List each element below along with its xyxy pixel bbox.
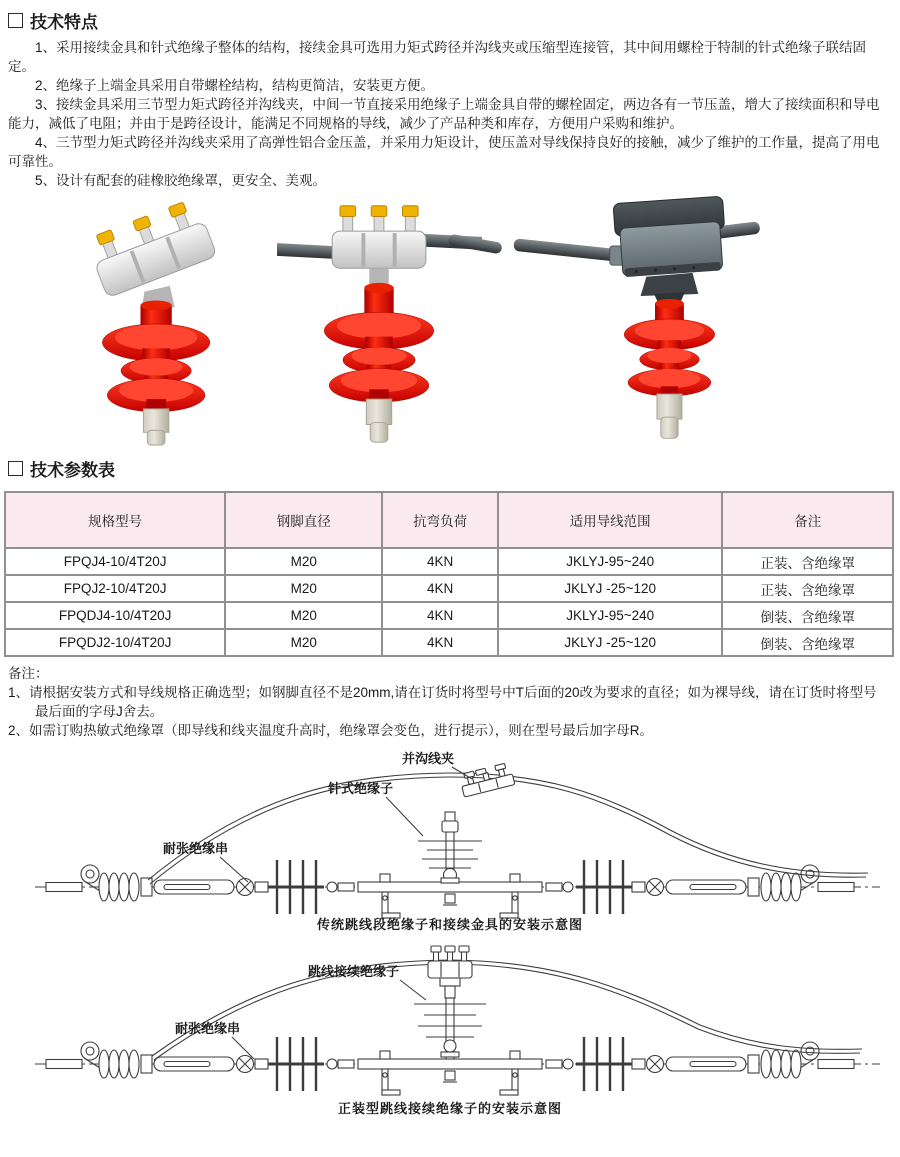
table-row — [5, 602, 893, 629]
notes-section — [0, 657, 900, 740]
cell-model: FPQDJ2-10/4T20J — [5, 629, 225, 656]
cell-model: FPQJ4-10/4T20J — [5, 548, 225, 575]
cell-remark: 正装、含绝缘罩 — [722, 575, 893, 602]
feature-item: 5、设计有配套的硅橡胶绝缘罩，更安全、美观。 — [35, 173, 327, 188]
notes-label: 备注： — [8, 666, 49, 681]
feature-item: 1、采用接续金具和针式绝缘子整体的结构，接续金具可选用力矩式跨径并沟线夹或压缩型连接管，其中间用螺栓于特制的针式绝缘子联结固定。 — [8, 40, 867, 74]
diagram-label-tension-string: 耐张绝缘串 — [163, 841, 229, 856]
features-section-title — [0, 0, 900, 35]
table-row — [5, 575, 893, 602]
diagram-label-tension-string: 耐张绝缘串 — [175, 1021, 241, 1036]
cell-conductor-range: JKLYJ -25~120 — [498, 575, 723, 602]
insulation-cover-illustration — [610, 196, 725, 306]
conductor-wire — [448, 234, 503, 255]
cell-bending-load: 4KN — [382, 629, 497, 656]
diagram-label-pin-insulator: 针式绝缘子 — [328, 781, 394, 796]
parameters-title-text: 技术参数表 — [30, 461, 115, 480]
cell-model: FPQDJ4-10/4T20J — [5, 602, 225, 629]
product-photo-insulator-with-cover — [440, 194, 770, 446]
cell-model: FPQJ2-10/4T20J — [5, 575, 225, 602]
cell-bending-load: 4KN — [382, 548, 497, 575]
diagram-label-jumper-insulator: 跳线接续绝缘子 — [308, 964, 400, 979]
installation-diagram-traditional — [0, 740, 900, 932]
diagram-caption: 传统跳线段绝缘子和接续金具的安装示意图 — [316, 917, 583, 932]
header-cell-bending-load: 抗弯负荷 — [382, 492, 497, 548]
table-row — [5, 629, 893, 656]
feature-item: 4、三节型力矩式跨径并沟线夹采用了高弹性铝合金压盖，并采用力矩设计，使压盖对导线保持良好的接触，减少了维护的工作量，提高了用电可靠性。 — [8, 135, 880, 169]
groove-clamp-illustration — [85, 197, 217, 297]
cell-remark: 正装、含绝缘罩 — [722, 548, 893, 575]
table-row — [5, 548, 893, 575]
cell-remark: 倒装、含绝缘罩 — [722, 629, 893, 656]
installation-diagram-front-mount — [0, 932, 900, 1116]
jumper-wire — [148, 773, 868, 880]
product-photo-insulator-with-clamp — [74, 194, 249, 446]
header-cell-conductor-range: 适用导线范围 — [498, 492, 723, 548]
features-list — [0, 35, 900, 190]
product-photos-row — [0, 194, 900, 446]
cell-pin-diameter: M20 — [225, 575, 382, 602]
cell-pin-diameter: M20 — [225, 548, 382, 575]
specs-table — [4, 491, 894, 657]
diagram-caption: 正装型跳线接续绝缘子的安装示意图 — [337, 1101, 562, 1116]
crossarm-bar — [358, 1059, 542, 1069]
parameters-table-wrap — [0, 483, 900, 657]
cell-conductor-range: JKLYJ-95~240 — [498, 548, 723, 575]
cell-bending-load: 4KN — [382, 602, 497, 629]
groove-clamp-illustration — [332, 206, 426, 269]
section-bullet-square-icon — [8, 13, 23, 28]
jumper-wire — [152, 960, 862, 1056]
features-title-text: 技术特点 — [30, 13, 98, 32]
note-item: 1、请根据安装方式和导线规格正确选型；如钢脚直径不是20mm,请在订货时将型号中T后面的20改为要求的直径；如为裸导线，请在订货时将型号最后面的字母J舍去。 — [8, 685, 877, 719]
cell-bending-load: 4KN — [382, 575, 497, 602]
feature-item: 2、绝缘子上端金具采用自带螺栓结构，结构更简洁，安装更方便。 — [35, 78, 435, 93]
conductor-wire — [513, 238, 625, 262]
table-header-row — [5, 492, 893, 548]
cell-pin-diameter: M20 — [225, 629, 382, 656]
parameters-section-title — [0, 446, 900, 483]
header-cell-pin-diameter: 钢脚直径 — [225, 492, 382, 548]
header-cell-remark: 备注 — [722, 492, 893, 548]
cell-pin-diameter: M20 — [225, 602, 382, 629]
diagram-label-groove-clamp: 并沟线夹 — [402, 751, 455, 766]
cell-remark: 倒装、含绝缘罩 — [722, 602, 893, 629]
note-item: 2、如需订购热敏式绝缘罩（即导线和线夹温度升高时，绝缘罩会变色，进行提示），则在型号最后加字母R。 — [8, 723, 654, 738]
header-cell-model: 规格型号 — [5, 492, 225, 548]
groove-clamp-symbol — [459, 762, 515, 797]
cell-conductor-range: JKLYJ-95~240 — [498, 602, 723, 629]
cell-conductor-range: JKLYJ -25~120 — [498, 629, 723, 656]
feature-item: 3、接续金具采用三节型力矩式跨径并沟线夹，中间一节直接采用绝缘子上端金具自带的螺栓固定，两边各有一节压盖，增大了接续面积和导电能力，减低了电阻；并由于是跨径设计，能满足不同规格的导线，减少了产品种类和库存，方便用户采购和维护。 — [8, 97, 880, 131]
section-bullet-square-icon — [8, 461, 23, 476]
